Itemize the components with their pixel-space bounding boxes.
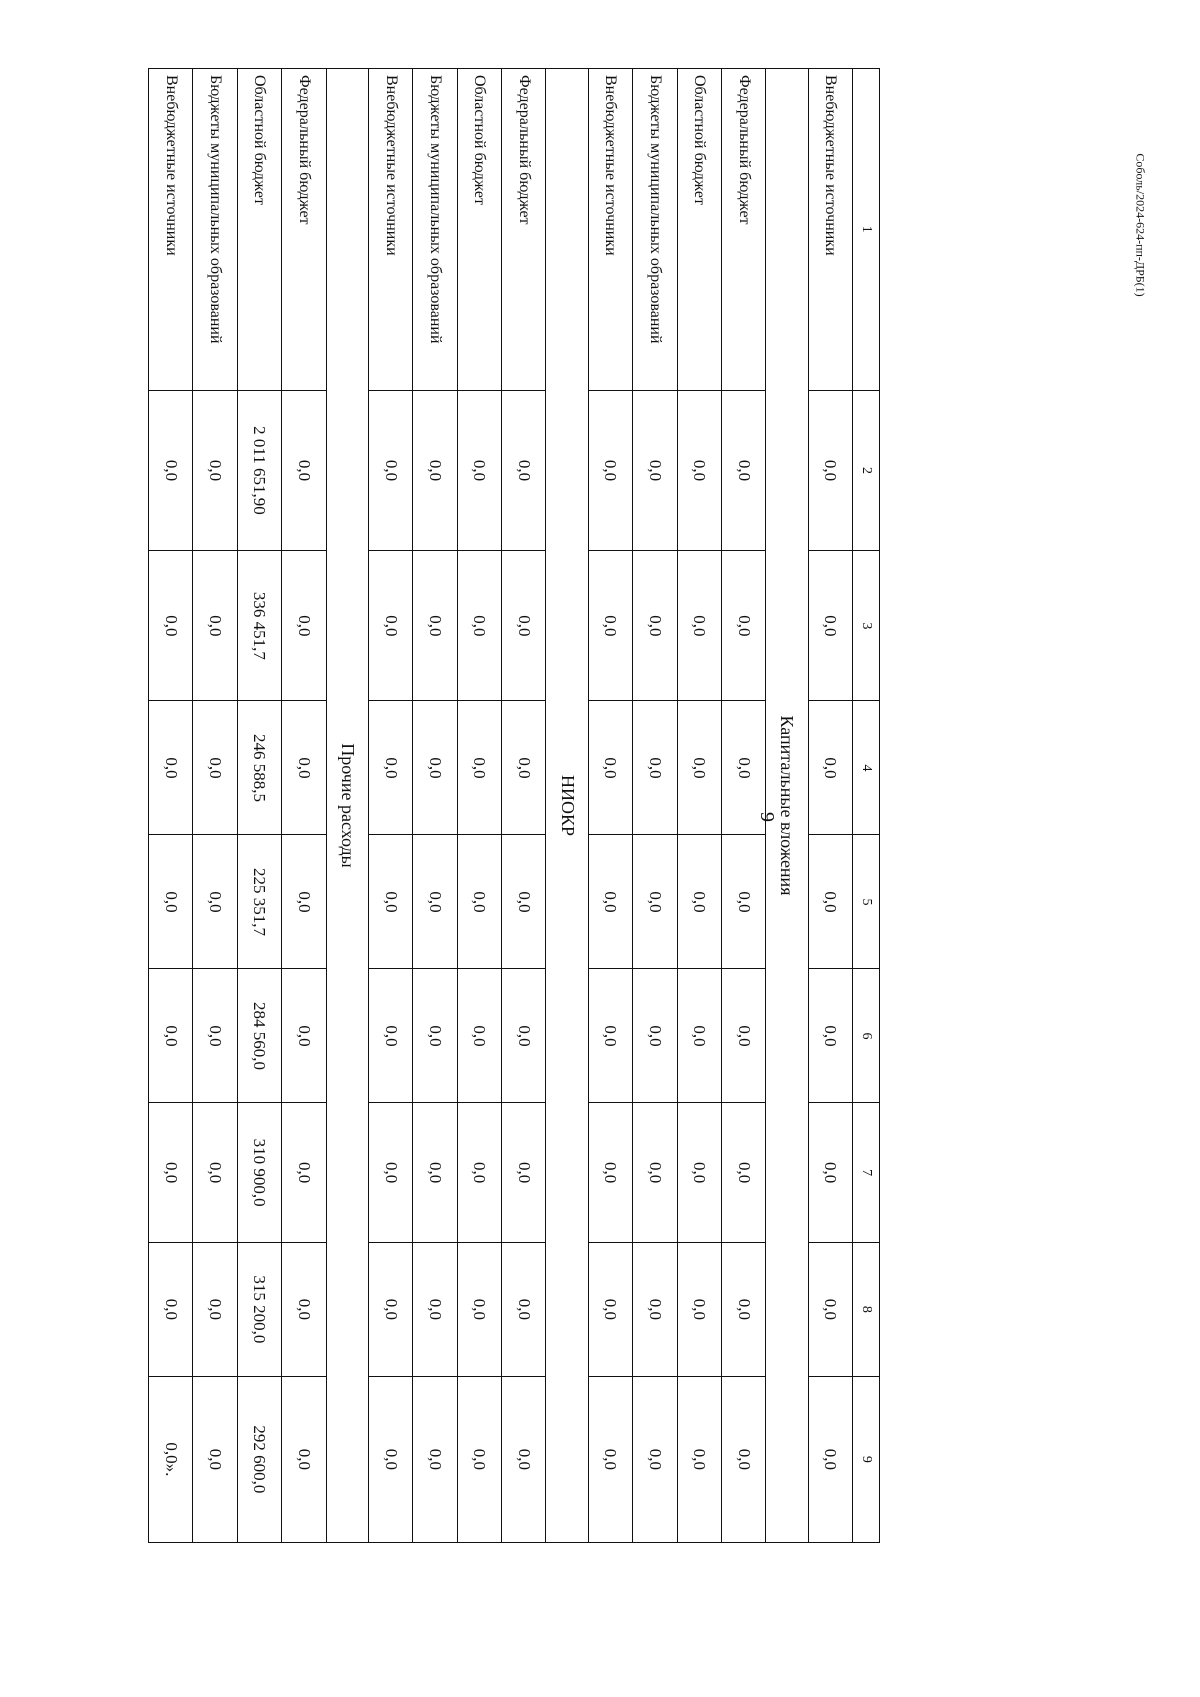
row-label: Областной бюджет: [237, 69, 281, 391]
table-cell: 0,0: [413, 390, 457, 551]
table-row: [149, 69, 193, 1543]
table-cell: 0,0: [413, 551, 457, 701]
budget-table: [148, 68, 880, 1543]
table-cell: 0,0: [502, 1376, 546, 1542]
table-cell: 0,0: [457, 1376, 501, 1542]
page-number: 9: [756, 812, 778, 822]
table-cell: 0,0: [502, 551, 546, 701]
table-cell: 0,0: [677, 701, 721, 835]
table-cell: 0,0: [282, 390, 326, 551]
table-cell: 0,0: [808, 390, 852, 551]
table-cell: 0,0: [193, 1103, 237, 1242]
table-row: [282, 69, 326, 1543]
row-label: Бюджеты муниципальных образований: [413, 69, 457, 391]
section-header-row: [546, 69, 588, 1543]
table-cell: 0,0: [368, 969, 412, 1103]
table-cell: 0,0: [282, 835, 326, 969]
table-body: [149, 69, 853, 1543]
column-header: 9: [853, 1376, 880, 1542]
row-label: Внебюджетные источники: [368, 69, 412, 391]
table-row: [457, 69, 501, 1543]
row-label: Федеральный бюджет: [721, 69, 765, 391]
table-cell: 0,0: [413, 1103, 457, 1242]
row-label: Областной бюджет: [677, 69, 721, 391]
table-cell: 0,0: [368, 390, 412, 551]
table-cell: 0,0: [149, 701, 193, 835]
table-cell: 0,0: [282, 969, 326, 1103]
table-cell: 0,0: [457, 1242, 501, 1376]
table-cell: 0,0: [588, 835, 632, 969]
table-cell: 0,0: [193, 969, 237, 1103]
table-cell: 0,0: [808, 701, 852, 835]
section-header-row: [766, 69, 808, 1543]
column-header: 6: [853, 969, 880, 1103]
row-label: Бюджеты муниципальных образований: [633, 69, 677, 391]
table-cell: 0,0: [721, 835, 765, 969]
table-cell: 0,0: [368, 1103, 412, 1242]
table-cell: 0,0: [149, 969, 193, 1103]
table-cell: 0,0: [633, 1376, 677, 1542]
section-header-row: [326, 69, 368, 1543]
table-cell: 0,0: [368, 1242, 412, 1376]
table-cell: 0,0: [677, 1242, 721, 1376]
table-cell: 0,0: [588, 701, 632, 835]
row-label: Внебюджетные источники: [588, 69, 632, 391]
table-cell: 336 451,7: [237, 551, 281, 701]
footer-code: Соболь/2024-624-пп-ДРБ(1): [1133, 153, 1148, 297]
table-cell: 0,0: [149, 1242, 193, 1376]
table-row: [677, 69, 721, 1543]
table-cell: 0,0: [149, 1103, 193, 1242]
table-cell: 0,0: [677, 390, 721, 551]
table-cell: 0,0: [457, 701, 501, 835]
row-label: Внебюджетные источники: [149, 69, 193, 391]
table-row: [413, 69, 457, 1543]
document-footer: [1130, 120, 1150, 330]
table-cell: 0,0: [457, 390, 501, 551]
table-cell: 0,0: [457, 551, 501, 701]
section-title: Капитальные вложения: [766, 69, 808, 1543]
table-row: [721, 69, 765, 1543]
row-label: Областной бюджет: [457, 69, 501, 391]
table-cell: 0,0: [149, 390, 193, 551]
table-cell: 0,0: [193, 390, 237, 551]
table-cell: 0,0: [721, 969, 765, 1103]
table-cell: 0,0: [193, 1242, 237, 1376]
table-cell: 0,0: [457, 835, 501, 969]
table-cell: 0,0: [193, 701, 237, 835]
table-cell: 0,0: [413, 835, 457, 969]
table-cell: 0,0: [588, 551, 632, 701]
table-cell: 0,0: [633, 551, 677, 701]
table-cell: 0,0: [413, 1242, 457, 1376]
column-header: 3: [853, 551, 880, 701]
column-header: 1: [853, 69, 880, 391]
table-cell: 0,0: [633, 835, 677, 969]
row-label: Бюджеты муниципальных образований: [193, 69, 237, 391]
table-row: [368, 69, 412, 1543]
table-cell: 0,0: [677, 835, 721, 969]
table-cell: 0,0: [808, 1242, 852, 1376]
row-label: Федеральный бюджет: [282, 69, 326, 391]
table-cell: 0,0: [368, 701, 412, 835]
table-cell: 0,0: [808, 1103, 852, 1242]
table-cell: 0,0: [368, 835, 412, 969]
table-row: [193, 69, 237, 1543]
table-cell: 0,0: [677, 969, 721, 1103]
table-cell: 0,0: [457, 969, 501, 1103]
table-cell: 0,0: [633, 390, 677, 551]
table-cell: 0,0: [413, 969, 457, 1103]
table-cell: 0,0: [677, 1376, 721, 1542]
table-cell: 0,0: [457, 1103, 501, 1242]
table-cell: 292 600,0: [237, 1376, 281, 1542]
table-cell: 0,0: [502, 390, 546, 551]
column-header: 8: [853, 1242, 880, 1376]
table-cell: 0,0: [149, 551, 193, 701]
table-cell: 0,0: [677, 1103, 721, 1242]
table-header-row: [853, 69, 880, 1543]
table-cell: 284 560,0: [237, 969, 281, 1103]
table-cell: 315 200,0: [237, 1242, 281, 1376]
row-label: Внебюджетные источники: [808, 69, 852, 391]
table-cell: 0,0: [413, 701, 457, 835]
budget-table-container: [148, 68, 880, 1543]
table-row: [502, 69, 546, 1543]
table-cell: 0,0: [193, 835, 237, 969]
table-cell: 0,0: [282, 1242, 326, 1376]
table-cell: 0,0: [588, 390, 632, 551]
table-cell: 0,0: [588, 969, 632, 1103]
table-cell: 0,0: [588, 1376, 632, 1542]
table-cell: 0,0: [721, 701, 765, 835]
table-cell: 0,0: [677, 551, 721, 701]
section-title: Прочие расходы: [326, 69, 368, 1543]
table-cell: 0,0: [149, 835, 193, 969]
table-cell: 0,0: [721, 1103, 765, 1242]
table-cell: 0,0: [502, 1242, 546, 1376]
table-cell: 0,0: [502, 1103, 546, 1242]
table-cell: 0,0: [588, 1103, 632, 1242]
column-header: 2: [853, 390, 880, 551]
table-cell: 0,0: [368, 1376, 412, 1542]
table-cell: 0,0: [502, 835, 546, 969]
table-cell: 0,0: [193, 1376, 237, 1542]
table-cell: 0,0: [282, 701, 326, 835]
table-cell: 225 351,7: [237, 835, 281, 969]
table-cell: 0,0: [633, 1103, 677, 1242]
table-cell: 0,0: [282, 1103, 326, 1242]
table-cell: 0,0: [282, 551, 326, 701]
table-cell: 0,0: [633, 701, 677, 835]
table-row: [237, 69, 281, 1543]
table-cell: 0,0: [808, 1376, 852, 1542]
column-header: 5: [853, 835, 880, 969]
table-cell: 0,0: [808, 551, 852, 701]
table-cell: 0,0: [368, 551, 412, 701]
table-cell: 310 900,0: [237, 1103, 281, 1242]
table-cell: 0,0: [193, 551, 237, 701]
row-label: Федеральный бюджет: [502, 69, 546, 391]
table-cell: 0,0: [721, 1242, 765, 1376]
table-cell: 0,0».: [149, 1376, 193, 1542]
table-row: [633, 69, 677, 1543]
table-cell: 0,0: [633, 969, 677, 1103]
table-row: [588, 69, 632, 1543]
table-cell: 246 588,5: [237, 701, 281, 835]
table-cell: 2 011 651,90: [237, 390, 281, 551]
column-header: 7: [853, 1103, 880, 1242]
table-row: [808, 69, 852, 1543]
table-cell: 0,0: [413, 1376, 457, 1542]
table-cell: 0,0: [721, 551, 765, 701]
column-header: 4: [853, 701, 880, 835]
section-title: НИОКР: [546, 69, 588, 1543]
table-cell: 0,0: [808, 835, 852, 969]
table-cell: 0,0: [282, 1376, 326, 1542]
table-cell: 0,0: [721, 1376, 765, 1542]
table-cell: 0,0: [633, 1242, 677, 1376]
table-cell: 0,0: [502, 701, 546, 835]
table-cell: 0,0: [502, 969, 546, 1103]
table-cell: 0,0: [808, 969, 852, 1103]
table-cell: 0,0: [721, 390, 765, 551]
table-cell: 0,0: [588, 1242, 632, 1376]
